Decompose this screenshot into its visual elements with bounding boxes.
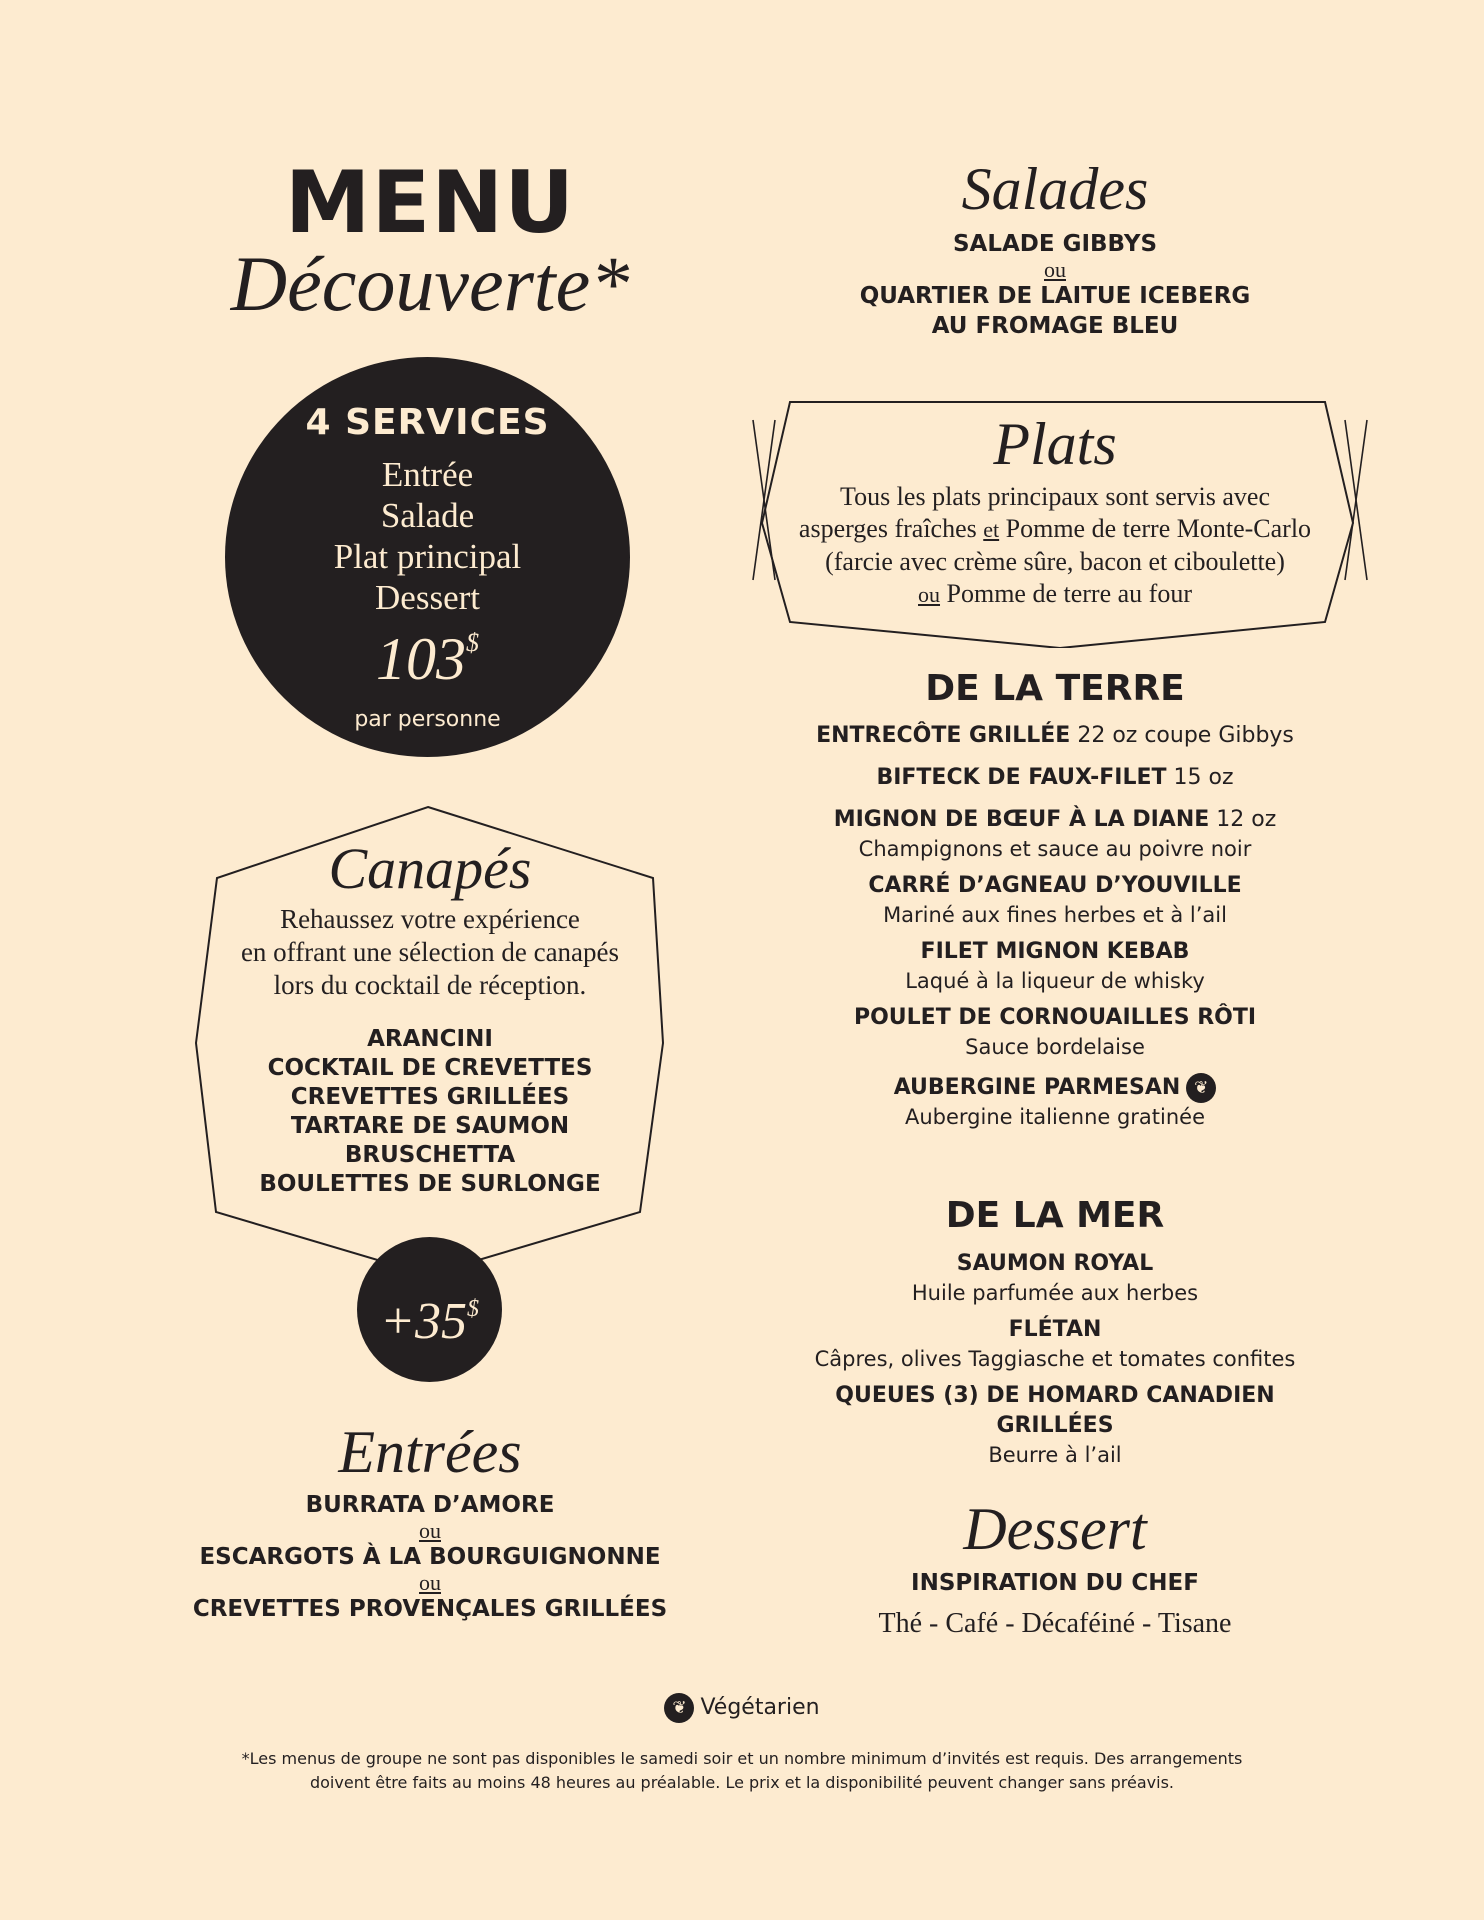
canapes-desc-line: en offrant une sélection de canapés	[240, 937, 620, 967]
vegetarian-legend	[600, 1693, 884, 1723]
plats-text: Pomme de terre au four	[940, 579, 1192, 608]
dish-title: BIFTECK DE FAUX-FILET	[876, 765, 1167, 790]
canapes-description	[190, 903, 670, 1002]
dish-description: Sauce bordelaise	[965, 1035, 1145, 1059]
mer-title: DE LA MER	[945, 1195, 1165, 1236]
dessert-title: Dessert	[963, 1496, 1147, 1562]
plats-desc-line	[780, 513, 1330, 546]
canape-item: BOULETTES DE SURLONGE	[259, 1171, 601, 1197]
entree-item: ESCARGOTS À LA BOURGUIGNONNE	[199, 1544, 661, 1570]
terre-title: DE LA TERRE	[925, 668, 1185, 709]
dish-name	[780, 763, 1330, 793]
dish-description: Champignons et sauce au poivre noir	[858, 837, 1252, 861]
entree-item: CREVETTES PROVENÇALES GRILLÉES	[192, 1596, 668, 1622]
dish-name: SAUMON ROYAL	[956, 1251, 1154, 1276]
price-note: par personne	[354, 707, 501, 732]
dish-description: Câpres, olives Taggiasche et tomates confites	[814, 1347, 1296, 1371]
canape-item: TARTARE DE SAUMON	[290, 1113, 570, 1139]
salades-list	[780, 229, 1330, 341]
separator-ou: ou	[1044, 257, 1066, 282]
salades-title: Salades	[961, 156, 1149, 222]
canapes-price-value: +35	[379, 1293, 468, 1350]
footnote-line: *Les menus de groupe ne sont pas disponibles le samedi soir et un nombre minimum d’invités est requis. Des arrangements	[241, 1749, 1243, 1768]
dish-description: Mariné aux fines herbes et à l’ail	[883, 903, 1227, 927]
conjunction-ou: ou	[918, 582, 941, 607]
leaf-icon: ❦	[1186, 1073, 1216, 1103]
course-item: Entrée	[381, 455, 474, 494]
entree-item: BURRATA D’AMORE	[305, 1492, 555, 1518]
dish-name: FILET MIGNON KEBAB	[920, 939, 1190, 964]
dish-name	[780, 805, 1330, 835]
salade-item: SALADE GIBBYS	[952, 231, 1158, 257]
services-circle	[225, 357, 630, 757]
terre-list	[780, 721, 1330, 1131]
canapes-title: Canapés	[328, 836, 532, 901]
conjunction-et: et	[983, 517, 1000, 542]
dish-weight: 15 oz	[1166, 765, 1234, 790]
canapes-desc-line: lors du cocktail de réception.	[273, 970, 587, 1000]
legend-label: Végétarien	[700, 1695, 820, 1720]
dessert-item: INSPIRATION DU CHEF	[911, 1570, 1199, 1596]
dish-description: Huile parfumée aux herbes	[911, 1281, 1199, 1305]
dish-name: FLÉTAN	[1008, 1317, 1102, 1342]
plats-desc-line: (farcie avec crème sûre, bacon et ciboulette)	[825, 547, 1285, 576]
services-price	[225, 625, 630, 694]
dish-name	[780, 721, 1330, 751]
dish-name: QUEUES (3) DE HOMARD CANADIEN GRILLÉES	[835, 1383, 1275, 1438]
services-title: 4 SERVICES	[305, 402, 550, 443]
menu-title: MENU	[284, 153, 576, 253]
dish-title: AUBERGINE PARMESAN	[893, 1075, 1181, 1100]
drinks-line: Thé - Café - Décaféiné - Tisane	[878, 1608, 1232, 1639]
entrees-list	[150, 1490, 710, 1624]
canapes-desc-line: Rehaussez votre expérience	[280, 904, 580, 934]
footnote-line: doivent être faits au moins 48 heures au préalable. Le prix et la disponibilité peuvent changer sans préavis.	[309, 1773, 1175, 1792]
dish-description: Laqué à la liqueur de whisky	[905, 969, 1205, 993]
canapes-list	[190, 1025, 670, 1199]
plats-description	[780, 481, 1330, 611]
plats-text: Pomme de terre Monte-Carlo	[999, 514, 1312, 543]
canape-item: COCKTAIL DE CREVETTES	[267, 1055, 593, 1081]
plats-text: asperges fraîches	[798, 514, 984, 543]
dish-weight: 22 oz coupe Gibbys	[1070, 723, 1294, 748]
plats-title: Plats	[993, 411, 1117, 477]
dish-name	[780, 1073, 1330, 1103]
salade-item: AU FROMAGE BLEU	[931, 313, 1179, 339]
canape-item: CREVETTES GRILLÉES	[290, 1084, 570, 1110]
course-item: Dessert	[375, 578, 480, 617]
salade-item: QUARTIER DE LAITUE ICEBERG	[859, 283, 1251, 309]
canapes-price-currency: $	[467, 1296, 480, 1322]
course-item: Plat principal	[333, 537, 522, 576]
canape-item: ARANCINI	[367, 1026, 493, 1052]
entrees-title: Entrées	[338, 1419, 522, 1485]
dish-name: POULET DE CORNOUAILLES RÔTI	[853, 1005, 1257, 1030]
footnote	[170, 1747, 1314, 1795]
dish-description: Aubergine italienne gratinée	[904, 1105, 1206, 1129]
dish-title: MIGNON DE BŒUF À LA DIANE	[833, 807, 1210, 832]
canape-item: BRUSCHETTA	[344, 1142, 516, 1168]
separator-ou: ou	[419, 1518, 441, 1543]
plats-desc-line: Tous les plats principaux sont servis avec	[840, 482, 1270, 511]
plats-desc-line	[780, 578, 1330, 611]
canapes-price-badge	[357, 1237, 502, 1382]
mer-list	[780, 1249, 1330, 1469]
price-value: 103	[376, 626, 466, 692]
dish-weight: 12 oz	[1209, 807, 1277, 832]
dish-name: CARRÉ D’AGNEAU D’YOUVILLE	[868, 873, 1242, 898]
menu-subtitle: Découverte*	[230, 240, 630, 327]
separator-ou: ou	[419, 1570, 441, 1595]
price-currency: $	[466, 628, 479, 657]
course-item: Salade	[380, 496, 475, 535]
dish-description: Beurre à l’ail	[988, 1443, 1122, 1467]
leaf-icon: ❦	[664, 1693, 694, 1723]
dish-title: ENTRECÔTE GRILLÉE	[816, 723, 1071, 748]
